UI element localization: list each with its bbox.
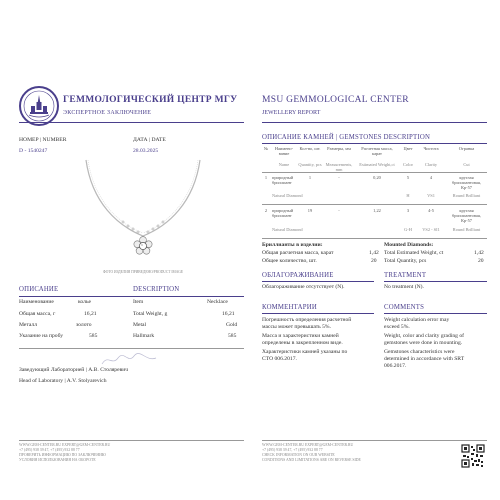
desc-label-ru: Металл: [19, 322, 38, 328]
col-cut-header-en: Cut: [463, 162, 470, 167]
description-title-en: DESCRIPTION: [133, 286, 180, 293]
mounted-title-en: Mounted Diamonds:: [384, 242, 434, 248]
org-name-ru: ГЕММОЛОГИЧЕСКИЙ ЦЕНТР МГУ: [63, 95, 238, 105]
report-number: D - 1540247: [19, 148, 48, 154]
comment-line-ru: массы может превышать 5%.: [262, 324, 331, 330]
col-weight-header: Расчетная масса, карат: [361, 146, 393, 156]
gemstones-title: ОПИСАНИЕ КАМНЕЙ | GEMSTONES DESCRIPTION: [262, 134, 431, 141]
desc-value-en: Gold: [226, 322, 238, 328]
row-size: -: [338, 208, 340, 213]
comment-line-ru: СТО 006.2017.: [262, 356, 297, 362]
row-size: -: [338, 175, 340, 180]
row-clarity-ru: 4-5: [428, 208, 434, 213]
row-qty: 19: [307, 208, 313, 213]
comment-line-en: Weight calculation error may: [384, 317, 450, 323]
col-qty-header-en: Quantity, pcs: [298, 162, 322, 167]
desc-value-ru: золото: [76, 322, 92, 328]
footer-line-left: WWW.GEM-CENTER.RU EXPERT@GEM-CENTER.RU: [19, 443, 111, 447]
desc-value-en: Necklace: [207, 299, 228, 305]
col-name-header: Наимено-вание: [274, 146, 294, 156]
row-name-ru: природный бриллиант: [272, 208, 294, 219]
col-color-header-en: Color: [402, 162, 413, 167]
desc-label-en: Total Weight, g: [133, 311, 168, 317]
comment-line-ru: Характеристики камней указаны по: [262, 349, 348, 355]
treatment-divider-ru: [262, 281, 374, 282]
comment-line-en: Weight, color and clarity grading of: [384, 333, 465, 339]
col-size-header-en: Measurements, mm: [325, 162, 353, 172]
row-cut-en: Round Brilliant: [452, 227, 481, 232]
desc-label-ru: Общая масса, г: [19, 311, 56, 317]
footer-divider-left: [19, 440, 244, 441]
row-name-en: Natural Diamond: [272, 193, 303, 198]
gemstones-divider: [262, 143, 487, 144]
treatment-text-en: No treatment (N).: [384, 284, 424, 290]
mounted-qty-en: 20: [478, 258, 484, 264]
comment-line-ru: Масса и характеристики камней: [262, 333, 339, 339]
row-clarity-en: VS2 - SI1: [422, 227, 440, 232]
footer-line-left: ПРОВЕРИТЬ ИНФОРМАЦИЮ ПО ЗАКЛЮЧЕНИЮ: [19, 453, 106, 457]
col-name-header-en: Name: [278, 162, 290, 167]
row-color-en: G-H: [404, 227, 412, 232]
comment-line-en: exceed 5%.: [384, 324, 410, 330]
signature-divider: [19, 348, 244, 349]
comment-line-ru: Погрешность определения расчетной: [262, 317, 352, 323]
footer-line-left: +7 (495) 938 39 47, +7 (495) 932 88 77: [19, 448, 80, 452]
row-clarity-ru: 4: [429, 175, 433, 180]
mounted-title-ru: Бриллианты в изделии:: [262, 242, 323, 248]
desc-label-en: Item: [133, 299, 144, 305]
desc-value-ru: 585: [89, 333, 98, 339]
row-clarity-en: VS1: [427, 193, 435, 198]
col-color-header: Цвет: [403, 146, 413, 151]
date-label: ДАТА | DATE: [133, 137, 166, 143]
mounted-qty-label-en: Total Quantity, pcs: [384, 258, 427, 264]
comment-line-en: 006.2017.: [384, 363, 407, 369]
mounted-weight-label-en: Total Estimated Weight, ct: [384, 250, 444, 256]
col-cut-header: Огранка: [458, 146, 475, 151]
photo-caption: ФОТО ИЗДЕЛИЯ ПРИВЕДЕНО/PRODUCT IMAGE: [102, 270, 184, 274]
comment-line-ru: определены в закрепленном виде.: [262, 340, 343, 346]
footer-line-right: +7 (495) 938 39 47, +7 (495) 932 88 77: [262, 448, 323, 452]
report-type-en: JEWELLERY REPORT: [262, 110, 321, 116]
col-clarity-header-en: Clarity: [424, 162, 438, 167]
signature-ru: Заведующий Лабораторией | А.В. Столяревич: [19, 367, 129, 373]
footer-line-right: CHECK INFORMATION ON OUR WEBSITE: [262, 453, 335, 457]
row-qty: 1: [308, 175, 312, 180]
table-row-divider: [262, 238, 487, 239]
signature-en: Head of Laboratory | A.V. Stolyarevich: [19, 378, 107, 384]
desc-label-ru: Наименование: [19, 299, 54, 305]
mounted-qty-label-ru: Общее количество, шт.: [262, 258, 317, 264]
row-weight: 0,20: [373, 175, 381, 180]
row-number: 2: [264, 208, 268, 213]
desc-label-en: Metal: [133, 322, 147, 328]
row-cut-ru: круглая бриллиантовая, Кр-57: [452, 208, 481, 223]
desc-value-en: 16,21: [222, 311, 235, 317]
desc-value-en: 585: [228, 333, 237, 339]
footer-line-left: УСЛОВИЯ ИСПОЛЬЗОВАНИЯ НА ОБОРОТЕ: [19, 458, 96, 462]
col-size-header: Размеры, мм: [327, 146, 351, 151]
row-color-ru: 3: [406, 208, 410, 213]
desc-value-ru: колье: [78, 299, 91, 305]
col-no-header: №: [263, 146, 269, 151]
number-label: НОМЕР | NUMBER: [19, 137, 67, 143]
mounted-weight-en: 1,42: [474, 250, 484, 256]
row-weight: 1,22: [373, 208, 381, 213]
msu-building-logo-icon: [19, 86, 59, 126]
row-color-en: H: [406, 193, 410, 198]
necklace-photo: [78, 158, 208, 268]
description-title-ru: ОПИСАНИЕ: [19, 286, 59, 293]
mounted-weight-label-ru: Общая расчетная масса, карат: [262, 250, 334, 256]
row-cut-ru: круглая бриллиантовая, Кр-57: [452, 175, 481, 190]
comment-line-en: determined in accordance with SRT: [384, 356, 465, 362]
table-row-divider: [262, 204, 487, 205]
mounted-weight-ru: 1,42: [369, 250, 379, 256]
row-color-ru: 5: [406, 175, 410, 180]
report-type-ru: ЭКСПЕРТНОЕ ЗАКЛЮЧЕНИЕ: [63, 110, 152, 116]
treatment-text-ru: Облагораживание отсутствует (N).: [262, 284, 345, 290]
desc-value-ru: 16,21: [84, 311, 97, 317]
row-cut-en: Round Brilliant: [452, 193, 481, 198]
comment-line-en: Gemstones characteristics were: [384, 349, 455, 355]
row-name-ru: природный бриллиант: [272, 175, 294, 186]
comments-title-ru: КОММЕНТАРИИ: [262, 304, 317, 311]
footer-divider-right: [262, 440, 487, 441]
report-date: 28.03.2025: [133, 148, 159, 154]
header-divider-left: [19, 122, 244, 123]
org-name-en: MSU GEMMOLOGICAL CENTER: [262, 95, 409, 105]
treatment-title-en: TREATMENT: [384, 272, 427, 279]
qr-code-icon[interactable]: [461, 444, 485, 468]
col-qty-header: Кол-во, шт.: [299, 146, 321, 151]
comment-line-en: gemstones were done in mounting.: [384, 340, 463, 346]
comments-divider-en: [384, 313, 487, 314]
mounted-qty-ru: 20: [371, 258, 377, 264]
footer-line-right: CONDITIONS AND LIMITATIONS ARE ON REVERSE SIDE: [262, 458, 361, 462]
comments-divider-ru: [262, 313, 374, 314]
col-clarity-header: Чистота: [423, 146, 439, 151]
treatment-divider-en: [384, 281, 487, 282]
row-number: 1: [264, 175, 268, 180]
footer-line-right: WWW.GEM-CENTER.RU EXPERT@GEM-CENTER.RU: [262, 443, 354, 447]
treatment-title-ru: ОБЛАГОРАЖИВАНИЕ: [262, 272, 334, 279]
row-name-en: Natural Diamond: [272, 227, 303, 232]
desc-label-en: Hallmark: [133, 333, 155, 339]
desc-label-ru: Указание на пробу: [19, 333, 64, 339]
header-divider-right: [262, 122, 487, 123]
comments-title-en: COMMENTS: [384, 304, 425, 311]
table-header-divider: [262, 172, 487, 173]
signature-mark-icon: [100, 352, 160, 368]
col-weight-header-en: Estimated Weight,ct: [359, 162, 395, 167]
description-divider: [19, 296, 244, 297]
